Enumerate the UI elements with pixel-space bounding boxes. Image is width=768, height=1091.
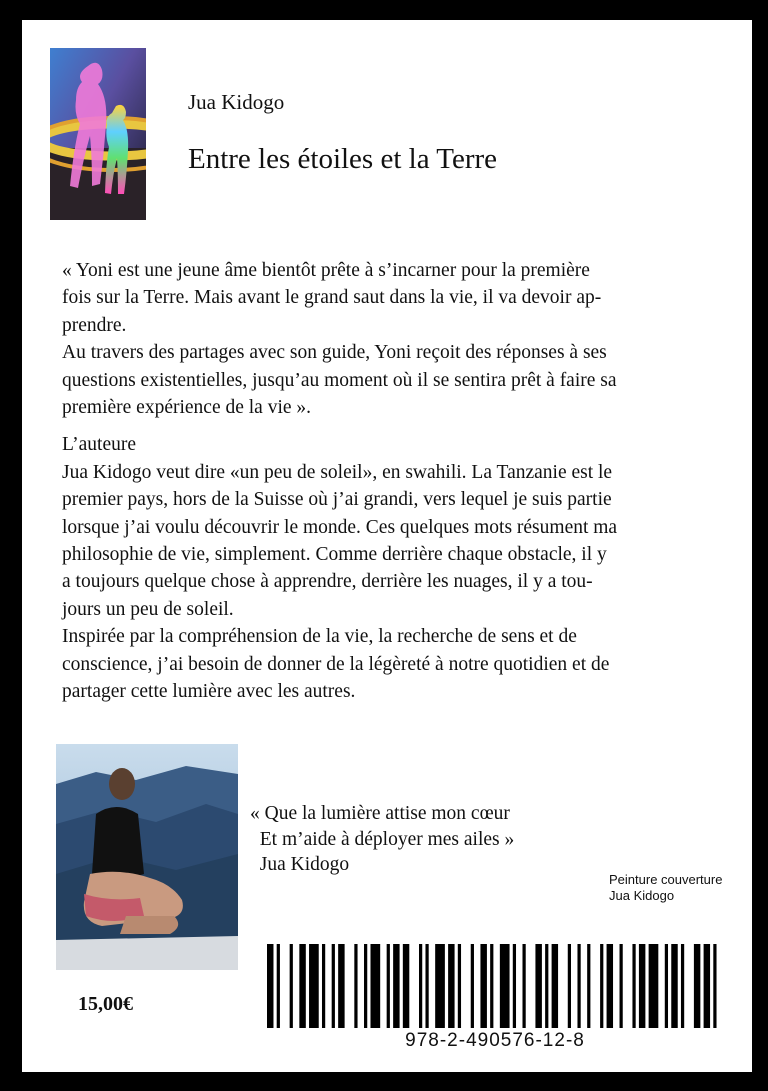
quote-line: « Que la lumière attise mon cœur xyxy=(250,803,510,824)
barcode-bar xyxy=(364,944,367,1028)
barcode-bar xyxy=(607,944,613,1028)
barcode-bar xyxy=(480,944,486,1028)
barcode-bar xyxy=(552,944,558,1028)
barcode-bar xyxy=(694,944,700,1028)
barcode-bar xyxy=(403,944,409,1028)
cover-credit-label: Peinture couverture xyxy=(609,872,723,887)
barcode-bar xyxy=(309,944,319,1028)
cover-painting-thumbnail xyxy=(50,48,146,220)
barcode-bar xyxy=(620,944,623,1028)
synopsis-line: « Yoni est une jeune âme bientôt prête à s’incarner pour la première xyxy=(62,260,590,281)
about-line: partager cette lumière avec les autres. xyxy=(62,681,356,703)
barcode-bar xyxy=(290,944,293,1028)
about-heading: L’auteure xyxy=(62,434,136,456)
synopsis-line: fois sur la Terre. Mais avant le grand saut dans la vie, il va devoir ap- xyxy=(62,287,602,309)
synopsis-line: questions existentielles, jusqu’au moment où il se sentira prêt à faire sa xyxy=(62,369,617,391)
back-cover xyxy=(22,20,752,1072)
about-line: Jua Kidogo veut dire «un peu de soleil», en swahili. La Tanzanie est le xyxy=(62,461,613,483)
barcode-bar xyxy=(267,944,273,1028)
author-quote xyxy=(250,801,514,878)
back-cover-text xyxy=(62,257,738,706)
barcode-bar xyxy=(490,944,493,1028)
cover-credit xyxy=(609,872,722,904)
barcode-bar xyxy=(338,944,344,1028)
barcode-bar xyxy=(354,944,357,1028)
barcode-bar xyxy=(322,944,325,1028)
author-name: Jua Kidogo xyxy=(188,90,285,114)
barcode-bar xyxy=(600,944,603,1028)
barcode-bar xyxy=(299,944,305,1028)
about-line: jours un peu de soleil. xyxy=(62,598,234,620)
barcode-bar xyxy=(448,944,454,1028)
barcode-bar xyxy=(713,944,716,1028)
barcode-bar xyxy=(704,944,710,1028)
barcode-bar xyxy=(522,944,525,1028)
barcode-bar xyxy=(332,944,335,1028)
barcode-bar xyxy=(568,944,571,1028)
barcode-bar xyxy=(577,944,580,1028)
barcode-bar xyxy=(387,944,390,1028)
barcode-bar xyxy=(681,944,684,1028)
barcode-bar xyxy=(419,944,422,1028)
quote-signature: Jua Kidogo xyxy=(250,854,350,875)
price: 15,00€ xyxy=(78,993,133,1015)
barcode-bar xyxy=(425,944,428,1028)
quote-line: Et m’aide à déployer mes ailes » xyxy=(250,828,515,850)
barcode-bar xyxy=(500,944,510,1028)
synopsis-line: première expérience de la vie ». xyxy=(62,397,312,419)
book-title: Entre les étoiles et la Terre xyxy=(188,143,498,175)
barcode-bar xyxy=(639,944,645,1028)
isbn-barcode xyxy=(267,944,723,1028)
barcode-bar xyxy=(587,944,590,1028)
barcode-bar xyxy=(458,944,461,1028)
synopsis-line: Au travers des partages avec son guide, Yoni reçoit des réponses à ses xyxy=(62,342,607,364)
about-line: lorsque j’ai voulu découvrir le monde. Ces quelques mots résument ma xyxy=(62,516,618,538)
isbn-number: 978-2-490576-12-8 xyxy=(405,1030,585,1051)
cover-credit-artist: Jua Kidogo xyxy=(609,888,675,903)
barcode-bar xyxy=(632,944,635,1028)
barcode-bar xyxy=(513,944,516,1028)
barcode-bar xyxy=(545,944,548,1028)
about-line: conscience, j’ai besoin de donner de la légèreté à notre quotidien et de xyxy=(62,653,610,675)
about-line: philosophie de vie, simplement. Comme derrière chaque obstacle, il y xyxy=(62,544,607,566)
author-photo xyxy=(56,744,238,970)
barcode-bar xyxy=(665,944,668,1028)
about-line: premier pays, hors de la Suisse où j’ai grandi, vers lequel je suis partie xyxy=(62,489,612,511)
about-line: a toujours quelque chose à apprendre, derrière les nuages, il y a tou- xyxy=(62,571,593,593)
barcode-bar xyxy=(370,944,380,1028)
barcode-bar xyxy=(277,944,280,1028)
barcode-bar xyxy=(471,944,474,1028)
barcode-bar xyxy=(393,944,399,1028)
barcode-bar xyxy=(671,944,677,1028)
synopsis-line: prendre. xyxy=(62,314,127,336)
barcode-bar xyxy=(649,944,659,1028)
about-line: Inspirée par la compréhension de la vie, la recherche de sens et de xyxy=(62,626,577,648)
barcode-bar xyxy=(535,944,541,1028)
barcode-bar xyxy=(435,944,445,1028)
